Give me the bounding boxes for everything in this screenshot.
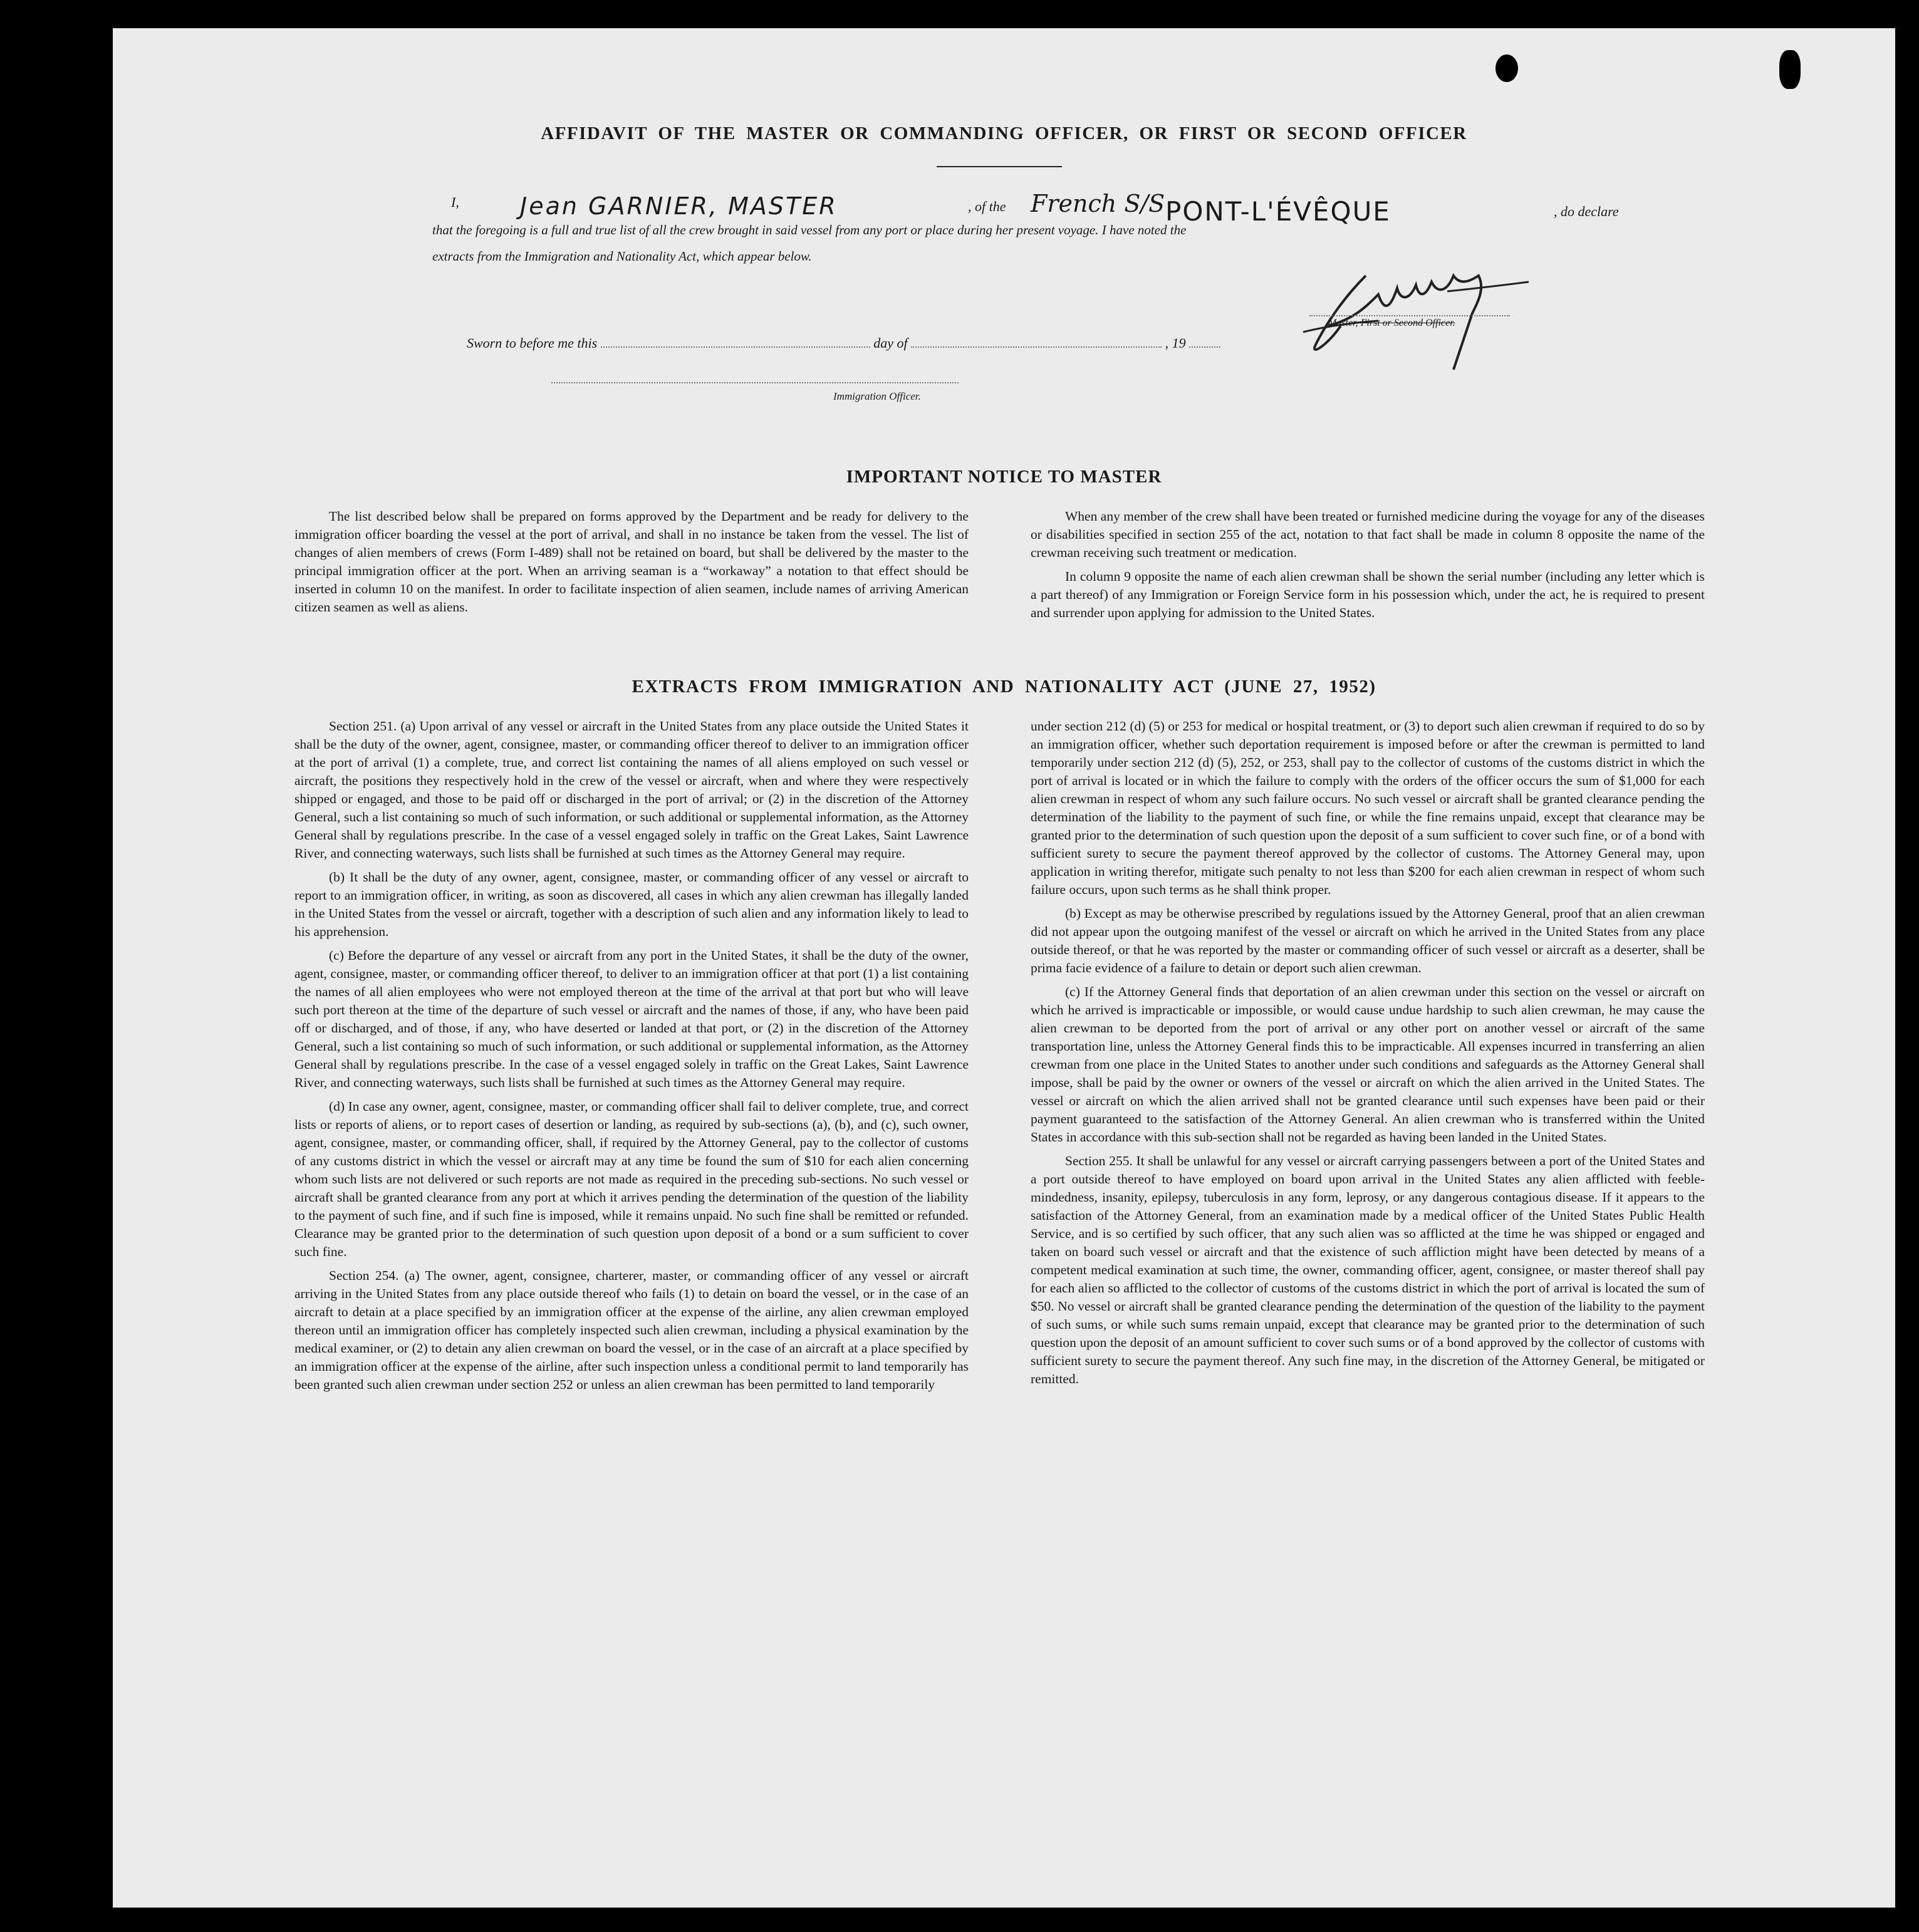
sworn-month-field <box>911 346 1162 348</box>
do-declare-label: , do declare <box>1554 204 1619 219</box>
master-name-handwritten: Jean GARNIER, MASTER <box>520 192 838 220</box>
punch-hole-right <box>1779 50 1801 89</box>
extracts-left-column <box>294 717 969 1400</box>
sworn-line <box>467 335 1220 351</box>
immigration-officer-line <box>551 382 959 383</box>
immigration-officer-label: Immigration Officer. <box>833 390 921 402</box>
section-251b: (b) It shall be the duty of any owner, agent, consignee, master, or commanding officer of any vessel or aircraft to report to an immigration officer, in writing, as soon as discovered, all cases in which any alien crewman has illegally landed in the United States from the vessel or aircraft, together with a description of such alien and any information likely to lead to his apprehension. <box>294 870 969 939</box>
day-of-label: day of <box>873 335 908 351</box>
declaration-line <box>451 194 459 210</box>
section-254c: (c) If the Attorney General finds that deportation of an alien crewman under this section on the vessel or aircraft on which he arrived is impracticable or impossible, or would cause undue hardship to such alien crewman, he may cause the alien crewman to be deported from the port of arrival or any other port on another vessel or aircraft of the same transportation line, unless the Attorney General finds this to be impracticable. All expenses incurred in transferring an alien crewman from one place in the United States to another under such conditions and safeguards as the Attorney General shall impose, shall be paid by the owner or owners of the vessel or aircraft on which the alien arrived in the United States. The vessel or aircraft on which the alien arrived shall not be granted clearance until such expenses have been paid or their payment guaranteed to the satisfaction of the Attorney General. An alien crewman who is transferred within the United States in accordance with this sub-section shall not be regarded as having been landed in the United States. <box>1031 984 1705 1145</box>
section-251d: (d) In case any owner, agent, consignee, master, or commanding officer shall fail to deliver complete, true, and correct lists or reports of aliens, or to report cases of desertion or landing, as required by sub-sections (a), (b), and (c), such owner, agent, consignee, master, or commanding officer, shall, if required by the Attorney General, pay to the collector of customs of any customs district in which the vessel or aircraft may at any time be found the sum of $10 for each alien concerning whom such lists are not delivered or such reports are not made as required in the preceding sub-sections. No such vessel or aircraft shall be granted clearance from any port at which it arrives pending the determination of the question of the liability to the payment of such fine, and if such fine is imposed, while it remains unpaid. No such fine shall be remitted or refunded. Clearance may be granted prior to the determination of such question upon deposit of a bond or a sum sufficient to cover such fine. <box>294 1099 969 1259</box>
signature-label-struck: First or Second Officer. <box>1360 318 1455 328</box>
signature-line <box>1309 315 1510 316</box>
signature-caption <box>1328 318 1455 329</box>
section-255: Section 255. It shall be unlawful for any vessel or aircraft carrying passengers between a port of the United States and a port outside thereof to have employed on board upon arrival in the United States any alien afflicted with feeble-mindedness, insanity, epilepsy, tuberculosis in any form, leprosy, or any dangerous contagious disease. If it appears to the satisfaction of the Attorney General, from an examination made by a medical officer of the United States Public Health Service, and is so certified by such officer, that any such alien was so afflicted at the time he was shipped or engaged and taken on board such vessel or aircraft and that the existence of such affliction might have been detected by means of a competent medical examination at such time, the owner, commanding officer, agent, consignee, or master thereof shall pay for each alien so afflicted to the collector of customs of the customs district in which the port of arrival is located the sum of $50. No vessel or aircraft shall be granted clearance pending the determination of the question of the liability to the payment of such sums, or while such sums remain unpaid, except that clearance may be granted prior to the determination of such question upon the deposit of an amount sufficient to cover such sums or of a bond approved by the collector of customs with sufficient surety to secure the payment thereof. Any such fine may, in the discretion of the Attorney General, be mitigated or remitted. <box>1031 1153 1705 1386</box>
notice-paragraph: The list described below shall be prepared on forms approved by the Department and be ready for delivery to the immigration officer boarding the vessel at the port of arrival, and shall in no instance be taken from the vessel. The list of changes of alien members of crews (Form I-489) shall not be retained on board, but shall be delivered by the master to the principal immigration officer at the port. When an arriving seaman is a “workaway” a notation to that effect should be inserted in column 10 on the manifest. In order to facilitate inspection of alien seamen, include names of arriving American citizen seamen as well as aliens. <box>294 509 969 615</box>
sworn-label: Sworn to before me this <box>467 335 598 351</box>
nationality-handwritten: French S/S <box>1031 190 1165 217</box>
sworn-day-field <box>601 346 870 348</box>
section-254a-continued: under section 212 (d) (5) or 253 for medical or hospital treatment, or (3) to deport such alien crewman if required to do so by an immigration officer, whether such deportation requirement is imposed before or after the crewman is permitted to land temporarily under section 212 (d) (5), 252, or 253, shall pay to the collector of customs of the customs district in which the port of arrival is located or in which the failure to comply with the orders of the officer occurs the sum of $1,000 for each alien crewman in respect of whom any such failure occurs. No such vessel or aircraft shall be granted clearance pending the determination of the liability to the payment of such fine, or while the fine remains unpaid, except that clearance may be granted prior to the determination of such question upon the deposit of a sum sufficient to cover such fine, or of a bond with sufficient surety to secure the payment thereof approved by the collector of customs. The Attorney General may, upon application in writing therefor, mitigate such penalty to not less than $200 for each alien crewman in respect of whom such failure occurs, upon such terms as he shall think proper. <box>1031 719 1705 897</box>
declaration-text-2: that the foregoing is a full and true list of all the crew brought in said vessel from any port or place during her present voyage. I have noted the <box>432 222 1187 237</box>
declaration-prefix: I, <box>451 194 459 210</box>
document-page <box>113 28 1895 1908</box>
notice-left-column <box>294 507 969 622</box>
vessel-name: PONT-L'ÉVÊQUE <box>1165 196 1391 227</box>
section-254b: (b) Except as may be otherwise prescribed by regulations issued by the Attorney General, proof that an alien crewman did not appear upon the outgoing manifest of the vessel or aircraft on which he arrived in the United States from any place outside thereof, or that he was reported by the master or commanding officer of such vessel or aircraft as a deserter, shall be prima facie evidence of a failure to detain or deport such alien crewman. <box>1031 906 1705 975</box>
extracts-title: EXTRACTS FROM IMMIGRATION AND NATIONALITY ACT (JUNE 27, 1952) <box>632 677 1376 697</box>
notice-paragraph: In column 9 opposite the name of each alien crewman shall be shown the serial number (including any letter which is a part thereof) of any Immigration or Foreign Service form in his possession which, under the act, he is required to present and surrender upon applying for admission to the United States. <box>1031 569 1705 620</box>
declaration-text-3: extracts from the Immigration and Nationality Act, which appear below. <box>432 249 812 264</box>
affidavit-title: AFFIDAVIT OF THE MASTER OR COMMANDING OFFICER, OR FIRST OR SECOND OFFICER <box>541 123 1467 143</box>
title-rule <box>937 166 1062 167</box>
sworn-year-field <box>1189 346 1220 348</box>
punch-hole-left <box>1495 55 1518 82</box>
signature-label-master: Master, <box>1328 318 1358 328</box>
section-254a: Section 254. (a) The owner, agent, consignee, charterer, master, or commanding officer of any vessel or aircraft arriving in the United States from any place outside thereof who fails (1) to detain on board the vessel, or in the case of an aircraft to detain at a place specified by an immigration officer at the expense of the airline, any alien crewman employed thereon until an immigration officer has completely inspected such alien crewman, including a physical examination by the medical examiner, or (2) to detain any alien crewman on board the vessel, or in the case of an aircraft at a place specified by an immigration officer at the expense of the airline, after such inspection unless a conditional permit to land temporarily has been granted such alien crewman under section 252 or unless an alien crewman has been permitted to land temporarily <box>294 1268 969 1392</box>
notice-paragraph: When any member of the crew shall have been treated or furnished medicine during the voyage for any of the diseases or disabilities specified in section 255 of the act, notation to that fact shall be made in column 8 opposite the name of the crewman receiving such treatment or medication. <box>1031 509 1705 560</box>
section-251a: Section 251. (a) Upon arrival of any vessel or aircraft in the United States from any place outside the United States it shall be the duty of the owner, agent, consignee, master, or commanding officer thereof to deliver to an immigration officer at the port of arrival (1) a complete, true, and correct list containing the names of all aliens employed on such vessel or aircraft, the positions they respectively hold in the crew of the vessel or aircraft, when and where they were respectively shipped or engaged, and those to be paid off or discharged in the port of arrival; or (2) in the discretion of the Attorney General, such a list containing so much of such information, or such additional or supplemental information, as the Attorney General shall by regulations prescribe. In the case of a vessel engaged solely in traffic on the Great Lakes, Saint Lawrence River, and connecting waterways, such lists shall be furnished at such times as the Attorney General may require. <box>294 719 969 861</box>
notice-title: IMPORTANT NOTICE TO MASTER <box>846 467 1162 487</box>
extracts-right-column <box>1031 717 1705 1394</box>
notice-right-column <box>1031 507 1705 628</box>
section-251c: (c) Before the departure of any vessel or aircraft from any port in the United States, it shall be the duty of the owner, agent, consignee, master, or commanding officer thereof, to deliver to an immigration officer at that port (1) a list containing the names of all alien employees who were not employed thereon at the time of the arrival at that port but who will leave such port thereon at the time of the departure of such vessel or aircraft and the names of those, if any, who have been paid off or discharged, and of those, if any, who have deserted or landed at that port, or (2) in the discretion of the Attorney General, such a list containing so much of such information, or such additional or supplemental information, as the Attorney General shall by regulations prescribe. In the case of a vessel engaged solely in traffic on the Great Lakes, Saint Lawrence River, and connecting waterways, such lists shall be furnished at such times as the Attorney General may require. <box>294 948 969 1090</box>
of-the-label: , of the <box>968 199 1006 214</box>
year-prefix: , 19 <box>1165 335 1186 351</box>
